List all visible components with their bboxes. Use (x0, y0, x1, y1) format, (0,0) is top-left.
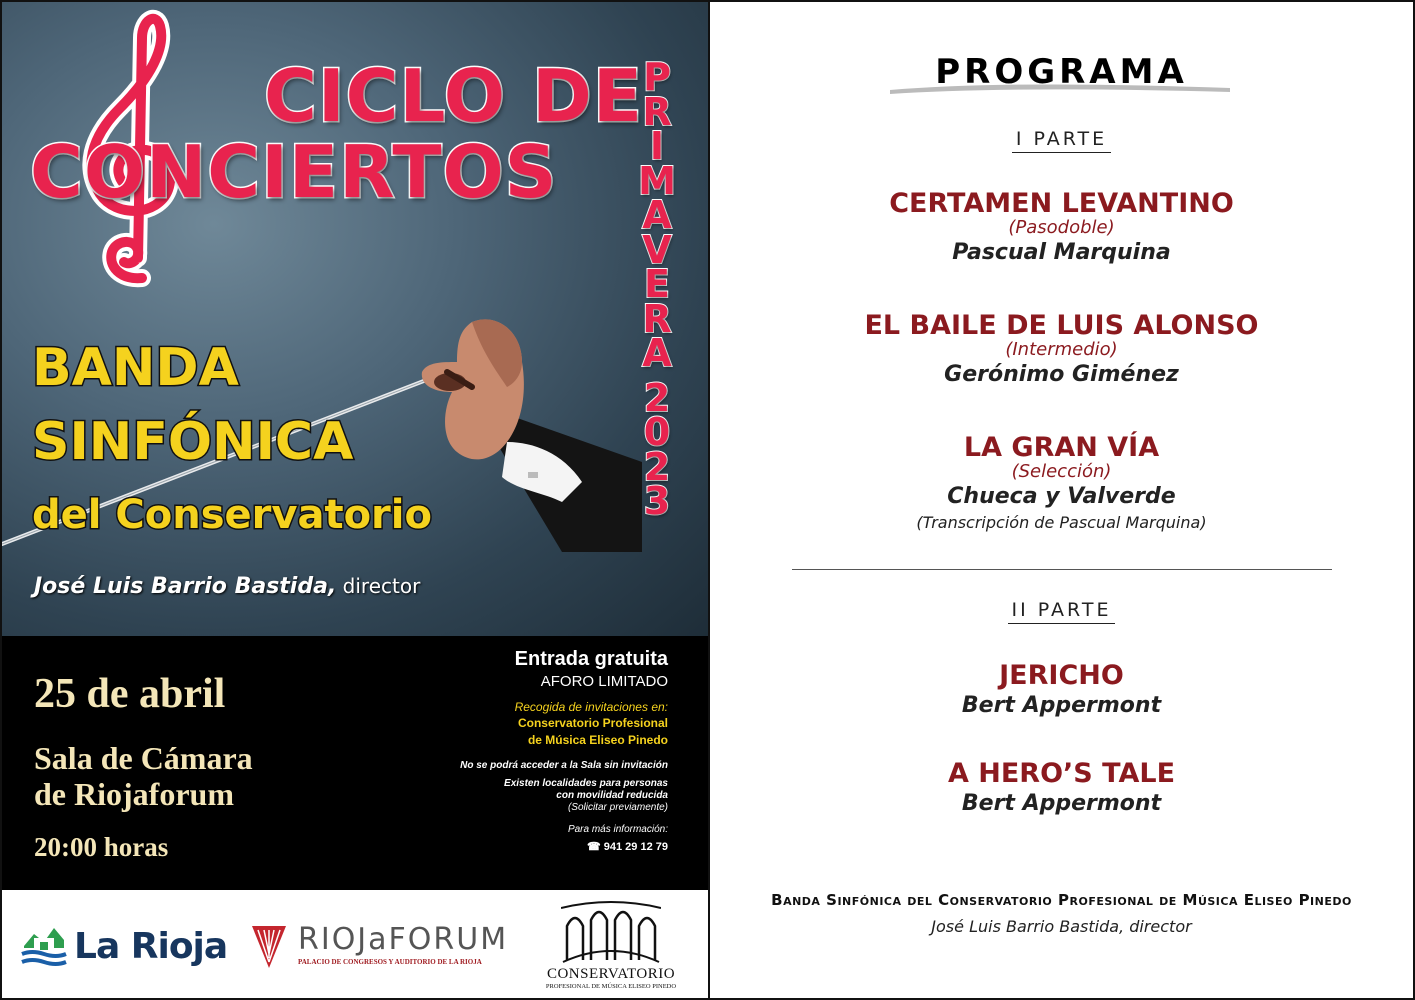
director-role: director (336, 574, 421, 598)
entry-text: Entrada gratuita (514, 648, 668, 670)
more-info-label: Para más información: (567, 824, 668, 835)
season-letter: I (649, 124, 665, 168)
season-letter: R (642, 296, 672, 341)
conservatorio-logo (542, 900, 680, 996)
concert-poster (2, 2, 708, 998)
la-rioja-emblem-icon (20, 918, 68, 968)
concert-venue (34, 740, 334, 812)
conservatorio-logo-subtitle: PROFESIONAL DE MÚSICA ELISEO PINEDO (545, 983, 677, 990)
riojaforum-shield-icon (250, 922, 288, 970)
program-work (710, 758, 1413, 816)
work-title: CERTAMEN LEVANTINO (889, 188, 1234, 219)
work-title: A HERO’S TALE (947, 758, 1176, 789)
conservatorio-logo-text: CONSERVATORIO (546, 966, 676, 982)
work-composer: Gerónimo Giménez (944, 362, 1179, 387)
la-rioja-logo-text: La Rioja (74, 926, 228, 967)
program-work (710, 188, 1413, 265)
work-composer: Bert Appermont (961, 791, 1162, 816)
ticket-info (368, 648, 668, 853)
work-form: (Intermedio) (1005, 339, 1118, 360)
program-footer-director: José Luis Barrio Bastida, director (931, 917, 1192, 936)
work-title: JERICHO (999, 660, 1124, 691)
la-rioja-logo (20, 914, 230, 974)
work-composer: Bert Appermont (961, 693, 1162, 718)
work-form: (Selección) (1011, 461, 1112, 482)
season-letter: E (644, 262, 670, 306)
riojaforum-logo (250, 918, 520, 978)
part-separator (792, 569, 1332, 570)
work-title: LA GRAN VÍA (963, 432, 1160, 463)
season-letter: V (642, 227, 672, 272)
band-name-line1: BANDA (32, 338, 239, 398)
work-title: EL BAILE DE LUIS ALONSO (864, 310, 1259, 341)
concert-time: 20:00 horas (34, 832, 169, 862)
season-letter: R (642, 89, 672, 134)
program-title: PROGRAMA (935, 52, 1188, 92)
part-one-label: I PARTE (1012, 128, 1111, 153)
access-note: No se podrá acceder a la Sala sin invitación (460, 760, 668, 771)
program-work (710, 660, 1413, 718)
accessibility-note-line3: (Solicitar previamente) (567, 802, 668, 813)
venue-line1: Sala de Cámara (34, 740, 253, 776)
year-letter: 2 (643, 444, 671, 489)
program-footer-band: Banda Sinfónica del Conservatorio Profesional de Música Eliseo Pinedo (771, 891, 1352, 909)
capacity-text: AFORO LIMITADO (540, 673, 668, 690)
poster-director (34, 574, 420, 599)
venue-line2: de Riojaforum (34, 776, 234, 812)
season-letter: A (642, 193, 672, 237)
phone-number: ☎ 941 29 12 79 (587, 841, 668, 853)
poster-title-line2: CONCIERTOS (30, 130, 558, 214)
year-letter: 0 (643, 410, 671, 454)
work-note: (Transcripción de Pascual Marquina) (916, 513, 1207, 532)
part-two-label: II PARTE (1008, 599, 1116, 624)
pickup-place-line2: de Música Eliseo Pinedo (527, 733, 668, 747)
year-letter: 2 (643, 375, 671, 420)
riojaforum-logo-text: RIOJaFORUM (298, 922, 509, 957)
accessibility-note-line2: con movilidad reducida (556, 790, 668, 801)
conservatorio-arches-icon (561, 900, 661, 964)
concert-date: 25 de abril (34, 671, 226, 717)
director-name: José Luis Barrio Bastida, (34, 574, 337, 599)
pickup-label: Recogida de invitaciones en: (514, 700, 668, 714)
part-one-heading (710, 128, 1413, 150)
work-form: (Pasodoble) (1008, 217, 1115, 238)
band-name-line3: del Conservatorio (32, 492, 432, 538)
accessibility-note-line1: Existen localidades para personas (504, 778, 668, 789)
work-composer: Chueca y Valverde (947, 484, 1176, 509)
season-vertical-text (628, 55, 686, 523)
work-composer: Pascual Marquina (952, 240, 1171, 265)
poster-title-line1: CICLO DE (264, 54, 644, 138)
riojaforum-logo-subtitle: PALACIO DE CONGRESOS Y AUDITORIO DE LA RIOJA (298, 958, 482, 966)
band-name-line2: SINFÓNICA (32, 412, 354, 472)
part-two-heading (710, 599, 1413, 621)
program-work (710, 432, 1413, 532)
pickup-place-line1: Conservatorio Profesional (517, 716, 668, 730)
program-sheet (710, 0, 1413, 1000)
year-letter: 3 (643, 479, 671, 523)
program-work (710, 310, 1413, 387)
season-letter: P (643, 55, 671, 99)
season-letter: M (638, 158, 676, 203)
season-letter: A (642, 331, 672, 375)
